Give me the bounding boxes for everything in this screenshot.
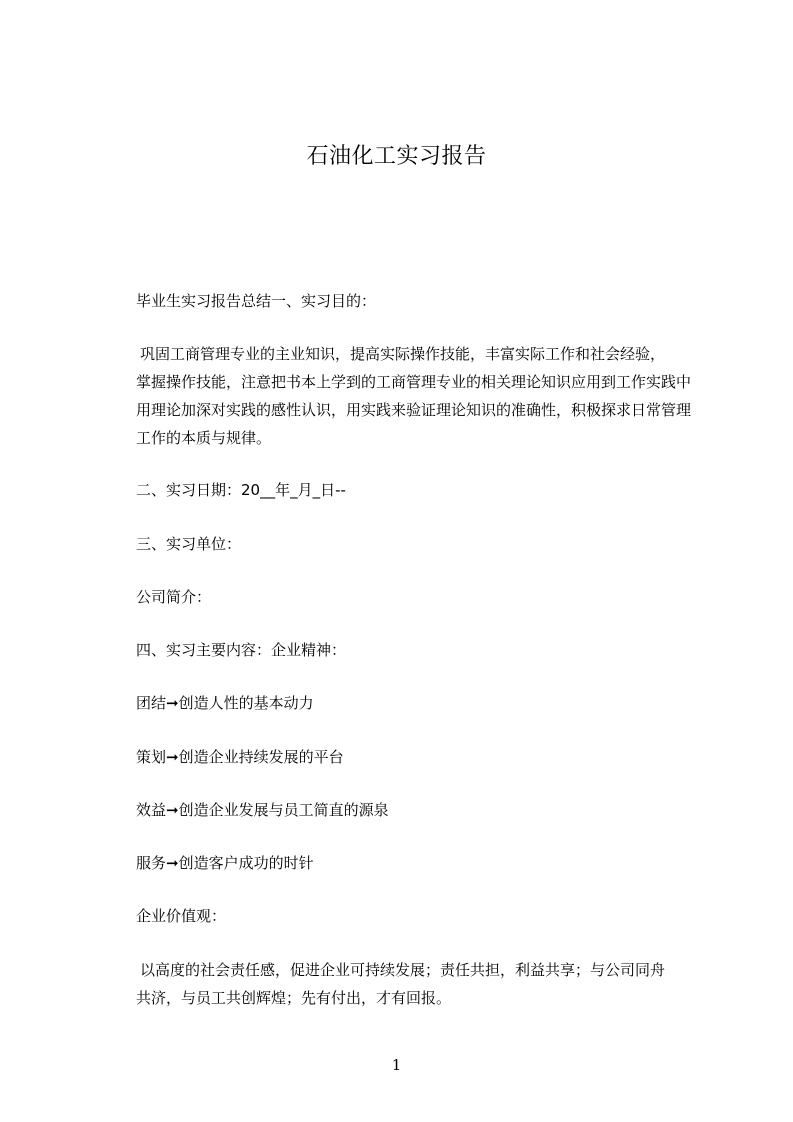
spirit-service: 服务➞创造客户成功的时针 (136, 854, 314, 872)
purpose-line-4: 工作的本质与规律。 (136, 429, 272, 447)
company-intro: 公司简介： (136, 588, 212, 606)
internship-unit: 三、实习单位： (136, 535, 242, 553)
purpose-line-2: 掌握操作技能，注意把书本上学到的工商管理专业的相关理论知识应用到工作实践中 (136, 373, 692, 391)
spirit-benefit: 效益➞创造企业发展与员工简直的源泉 (136, 801, 389, 819)
values-paragraph (136, 956, 696, 1012)
values-line-1: 以高度的社会责任感，促进企业可持续发展；责任共担，利益共享；与公司同舟 (140, 961, 666, 979)
values-line-2: 共济，与员工共创辉煌；先有付出，才有回报。 (136, 989, 452, 1007)
spirit-unity: 团结➞创造人性的基本动力 (136, 694, 314, 712)
main-content-heading: 四、实习主要内容：企业精神： (136, 641, 347, 659)
internship-date: 二、实习日期：20__年_月_日-- (136, 481, 346, 499)
document-title: 石油化工实习报告 (306, 144, 487, 169)
spirit-planning: 策划➞创造企业持续发展的平台 (136, 748, 344, 766)
page-number: 1 (391, 1056, 402, 1074)
intro-heading: 毕业生实习报告总结一、实习目的： (136, 292, 377, 310)
purpose-line-1: 巩固工商管理专业的主业知识，提高实际操作技能，丰富实际工作和社会经验， (140, 345, 666, 363)
values-heading: 企业价值观： (136, 907, 227, 925)
purpose-paragraph (136, 340, 696, 452)
purpose-line-3: 用理论加深对实践的感性认识，用实践来验证理论知识的准确性，积极探求日常管理 (136, 401, 692, 419)
